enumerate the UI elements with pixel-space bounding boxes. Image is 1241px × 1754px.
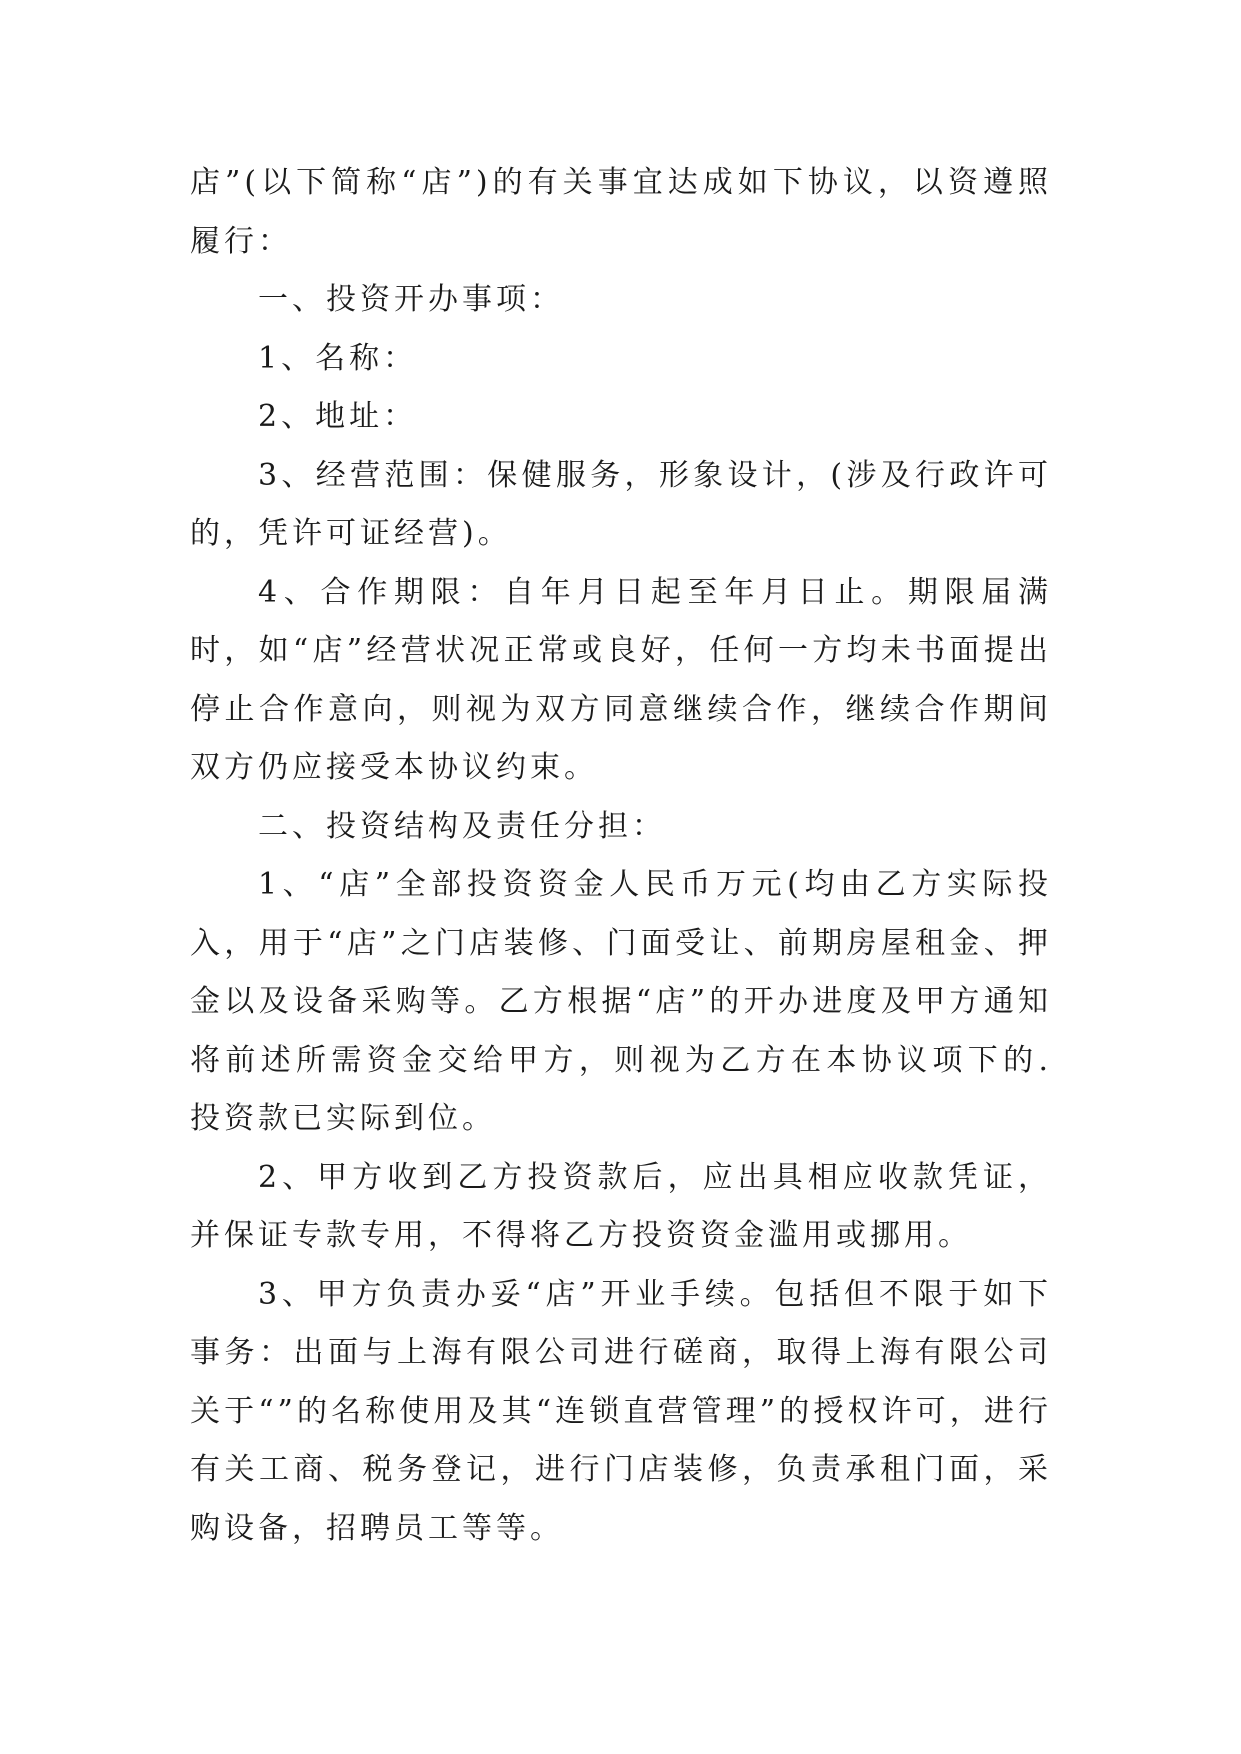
clause-cooperation-term: 4、合作期限：自年月日起至年月日止。期限届满时，如“店”经营状况正常或良好，任何一方均未书面提出停止合作意向，则视为双方同意继续合作，继续合作期间双方仍应接受本协议约束。 [190, 574, 1052, 785]
clause-name: 1、名称： [258, 340, 418, 376]
section-heading-investment-matters: 一、投资开办事项： [258, 282, 564, 317]
clause-payment-receipt: 2、甲方收到乙方投资款后，应出具相应收款凭证，并保证专款专用，不得将乙方投资资金滥用或挪用。 [190, 1159, 1052, 1253]
clause-address: 2、地址： [258, 399, 418, 434]
clause-total-investment: 1、“店”全部投资资金人民币万元(均由乙方实际投入，用于“店”之门店装修、门面受让、前期房屋租金、押金以及设备采购等。乙方根据“店”的开办进度及甲方通知将前述所需资金交给甲方，则视为乙方在本协议项下的.投资款已实际到位。 [190, 867, 1052, 1136]
paragraph-intro: 店”(以下简称“店”)的有关事宜达成如下协议，以资遵照履行： [190, 165, 1052, 259]
clause-opening-procedures: 3、甲方负责办妥“店”开业手续。包括但不限于如下事务：出面与上海有限公司进行磋商，取得上海有限公司关于“”的名称使用及其“连锁直营管理”的授权许可，进行有关工商、税务登记，进行门店装修，负责承租门面，采购设备，招聘员工等等。 [190, 1276, 1052, 1546]
clause-business-scope: 3、经营范围：保健服务，形象设计，(涉及行政许可的，凭许可证经营)。 [190, 457, 1052, 551]
section-heading-investment-structure: 二、投资结构及责任分担： [258, 808, 666, 844]
document-body [190, 154, 1052, 1558]
